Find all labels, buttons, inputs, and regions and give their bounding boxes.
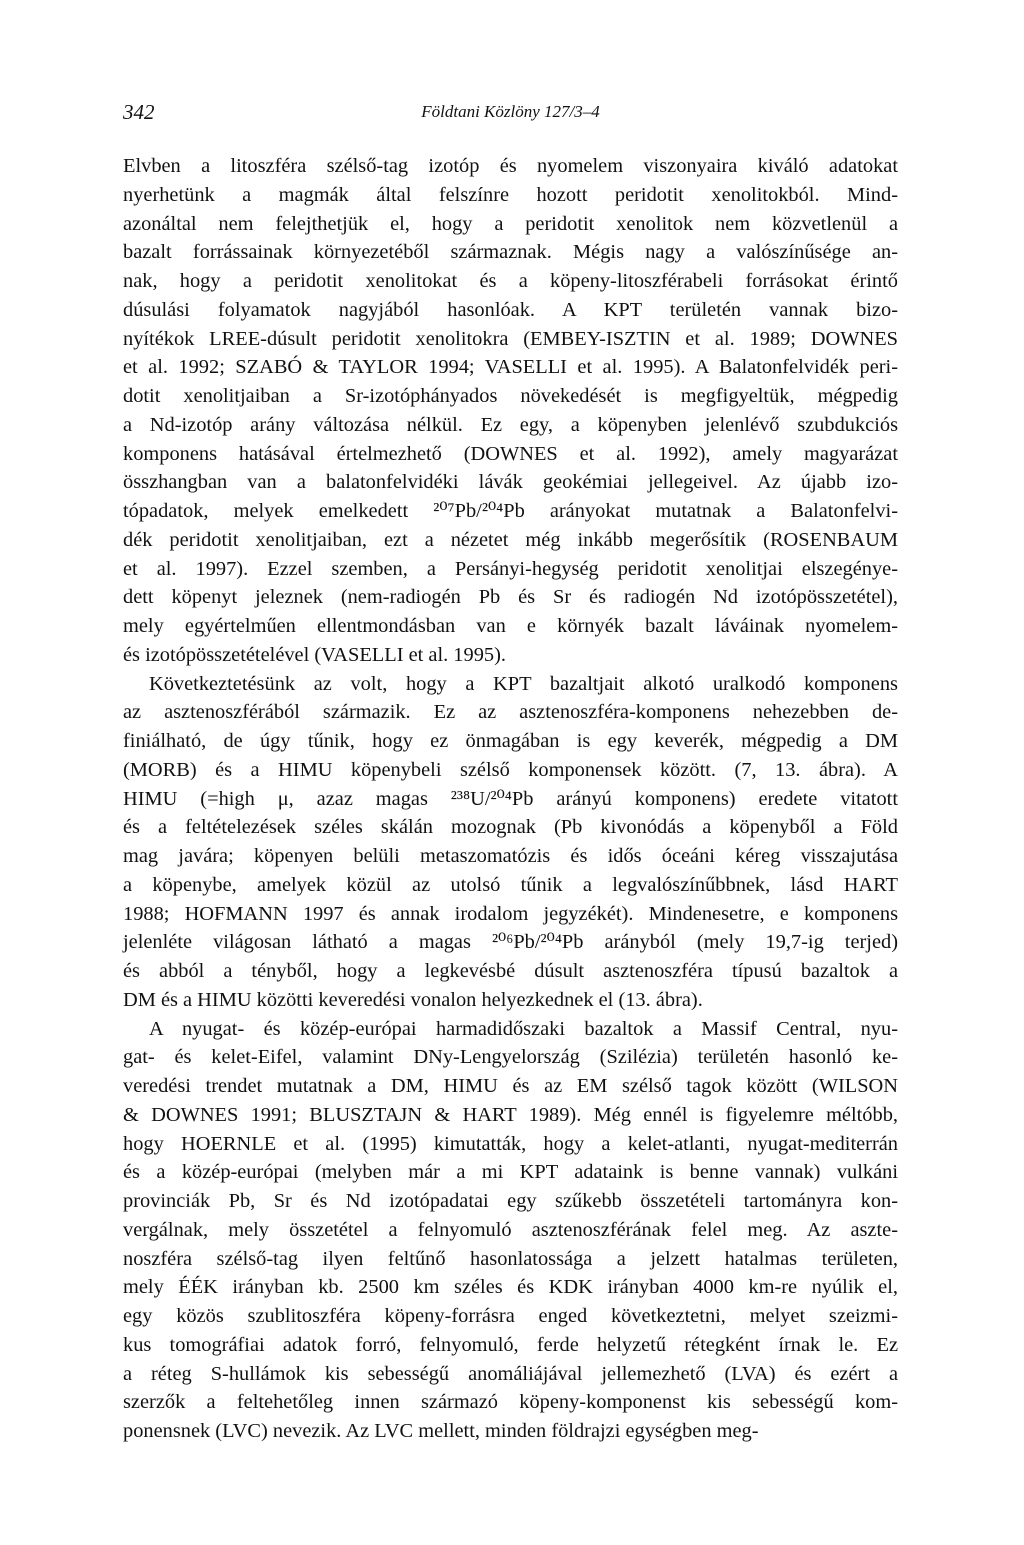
text-line: (MORB) és a HIMU köpenybeli szélső komponensek között. (7, 13. ábra). A	[123, 758, 898, 781]
text-line: noszféra szélső-tag ilyen feltűnő hasonlatossága a jelzett hatalmas területen,	[123, 1247, 898, 1270]
text-line: vergálnak, mely összetétel a felnyomuló asztenoszférának felel meg. Az aszte-	[123, 1218, 898, 1241]
page-header	[123, 100, 898, 130]
text-line: és izotópösszetételével (VASELLI et al. 1995).	[123, 643, 506, 666]
journal-running-title: Földtani Közlöny 127/3–4	[421, 102, 600, 121]
text-line: ponensnek (LVC) nevezik. Az LVC mellett, minden földrajzi egységben meg-	[123, 1420, 759, 1442]
text-line: Következtetésünk az volt, hogy a KPT bazaltjait alkotó uralkodó komponens	[149, 672, 898, 695]
text-line: komponens hatásával értelmezhető (DOWNES et al. 1992), amely magyarázat	[123, 442, 898, 465]
text-line: összhangban van a balatonfelvidéki lávák geokémiai jellegeivel. Az újabb izo-	[123, 471, 898, 494]
text-line: 1988; HOFMANN 1997 és annak irodalom jegyzékét). Mindenesetre, e komponens	[123, 902, 898, 925]
text-line: dúsulási folyamatok nagyjából hasonlóak. A KPT területén vannak bizo-	[123, 298, 898, 321]
paragraph-2	[123, 670, 898, 1015]
text-line: és abból a tényből, hogy a legkevésbé dúsult asztenoszféra típusú bazaltok a	[123, 960, 898, 982]
text-line: mely ÉÉK irányban kb. 2500 km széles és KDK irányban 4000 km-re nyúlik el,	[123, 1276, 898, 1299]
text-line: és a feltételezések széles skálán mozognak (Pb kivonódás a köpenyből a Föld	[123, 816, 898, 839]
text-line: nyítékok LREE-dúsult peridotit xenolitokra (EMBEY-ISZTIN et al. 1989; DOWNES	[123, 327, 898, 350]
text-line: veredési trendet mutatnak a DM, HIMU és az EM szélső tagok között (WILSON	[123, 1075, 898, 1097]
page-number: 342	[123, 100, 155, 124]
text-line: jelenléte világosan látható a magas ²⁰⁶Pb/²⁰⁴Pb arányból (mely 19,7-ig terjed)	[123, 931, 898, 954]
text-line: a Nd-izotóp arány változása nélkül. Ez egy, a köpenyben jelenlévő szubdukciós	[123, 413, 898, 436]
text-line: a réteg S-hullámok kis sebességű anomáliájával jellemezhető (LVA) és ezért a	[123, 1362, 898, 1385]
text-line: Elvben a litoszféra szélső-tag izotóp és nyomelem viszonyaira kiváló adatokat	[123, 155, 898, 177]
text-line: a köpenybe, amelyek közül az utolsó tűnik a legvalószínűbbnek, lásd HART	[123, 873, 898, 896]
text-line: dék peridotit xenolitjaiban, ezt a nézetet még inkább megerősítik (ROSENBAUM	[123, 528, 898, 551]
text-line: & DOWNES 1991; BLUSZTAJN & HART 1989). Még ennél is figyelemre méltóbb,	[123, 1103, 898, 1126]
text-line: az asztenoszférából származik. Ez az asztenoszféra-komponens nehezebben de-	[123, 701, 898, 724]
text-line: nak, hogy a peridotit xenolitokat és a köpeny-litoszférabeli forrásokat érintő	[123, 270, 898, 292]
text-line: azonáltal nem felejthetjük el, hogy a peridotit xenolitok nem közvetlenül a	[123, 212, 898, 235]
text-line: A nyugat- és közép-európai harmadidőszaki bazaltok a Massif Central, nyu-	[149, 1017, 898, 1040]
text-line: dett köpenyt jeleznek (nem-radiogén Pb és Sr és radiogén Nd izotópösszetétel),	[123, 586, 898, 609]
article-body	[123, 152, 898, 1446]
text-line: et al. 1997). Ezzel szemben, a Persányi-hegység peridotit xenolitjai elszegénye-	[123, 557, 898, 580]
text-line: tópadatok, melyek emelkedett ²⁰⁷Pb/²⁰⁴Pb arányokat mutatnak a Balatonfelvi-	[123, 500, 898, 522]
text-line: egy közös szublitoszféra köpeny-forrásra enged következtetni, melyet szeizmi-	[123, 1305, 898, 1327]
text-line: szerzők a feltehetőleg innen származó köpeny-komponenst kis sebességű kom-	[123, 1391, 898, 1414]
text-line: és a közép-európai (melyben már a mi KPT adataink is benne vannak) vulkáni	[123, 1161, 898, 1184]
paragraph-1	[123, 152, 898, 670]
text-line: et al. 1992; SZABÓ & TAYLOR 1994; VASELLI et al. 1995). A Balatonfelvidék peri-	[123, 356, 898, 379]
text-line: gat- és kelet-Eifel, valamint DNy-Lengyelország (Szilézia) területén hasonló ke-	[123, 1046, 898, 1069]
paragraph-3	[123, 1015, 898, 1446]
text-line: provinciák Pb, Sr és Nd izotópadatai egy szűkebb összetételi tartományra kon-	[123, 1190, 898, 1212]
text-line: hogy HOERNLE et al. (1995) kimutatták, hogy a kelet-atlanti, nyugat-mediterrán	[123, 1132, 898, 1155]
text-line: mely egyértelműen ellentmondásban van e környék bazalt láváinak nyomelem-	[123, 615, 898, 637]
text-line: finiálható, de úgy tűnik, hogy ez önmagában is egy keverék, mégpedig a DM	[123, 730, 898, 752]
text-line: nyerhetünk a magmák által felszínre hozott peridotit xenolitokból. Mind-	[123, 183, 898, 206]
text-line: mag javára; köpenyen belüli metaszomatózis és idős óceáni kéreg visszajutása	[123, 845, 898, 867]
text-line: kus tomográfiai adatok forró, felnyomuló, ferde helyzetű rétegként írnak le. Ez	[123, 1333, 898, 1356]
text-line: DM és a HIMU közötti keveredési vonalon helyezkednek el (13. ábra).	[123, 988, 703, 1011]
text-line: HIMU (=high μ, azaz magas ²³⁸U/²⁰⁴Pb arányú komponens) eredete vitatott	[123, 787, 898, 810]
text-line: bazalt forrássainak környezetéből származnak. Mégis nagy a valószínűsége an-	[123, 241, 898, 264]
text-line: dotit xenolitjaiban a Sr-izotóphányados növekedését is megfigyeltük, mégpedig	[123, 385, 898, 407]
